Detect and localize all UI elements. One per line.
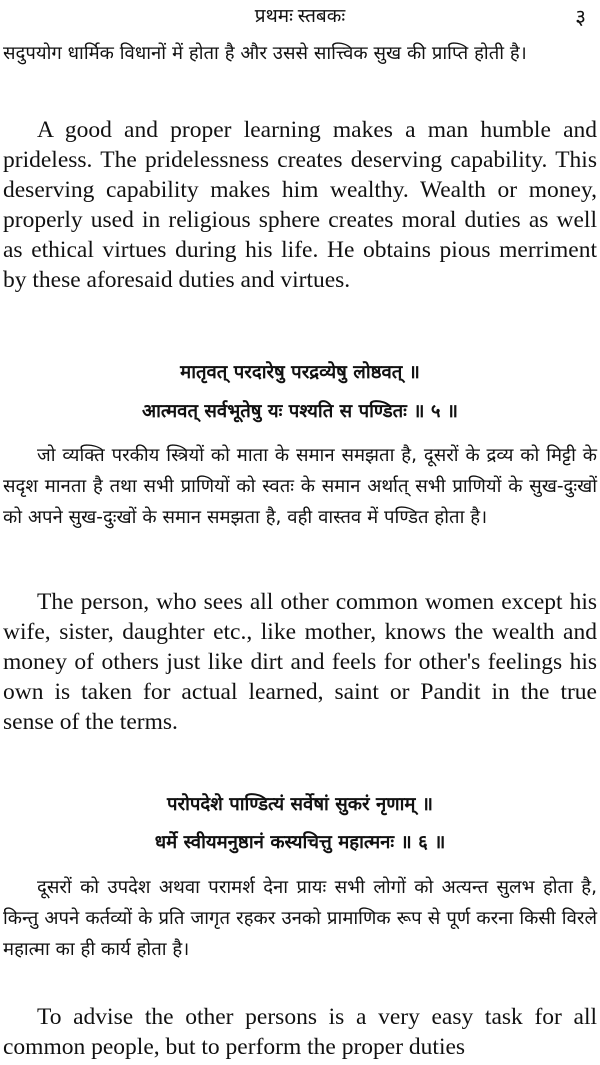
running-title: प्रथमः स्तबकः [254, 6, 346, 27]
page-number: ३ [575, 5, 586, 29]
running-head [0, 4, 600, 34]
hindi-paragraph-verse-5: जो व्यक्ति परकीय स्त्रियों को माता के समान समझता है, दूसरों के द्रव्य को मिट्टी के सदृश मानता है तथा सभी प्राणियों को स्वतः के समान अर्थात् सभी प्राणियों के सुख-दुःखों को अपने सुख-दुःखों के समान समझता है, वही वास्तव में पण्डित होता है। [3, 445, 597, 528]
hindi-paragraph-continued: सदुपयोग धार्मिक विधानों में होता है और उससे सात्त्विक सुख की प्राप्ति होती है। [3, 43, 527, 64]
hindi-paragraph-verse-6: दूसरों को उपदेश अथवा परामर्श देना प्रायः सभी लोगों को अत्यन्त सुलभ होता है, किन्तु अपने कर्तव्यों के प्रति जागृत रहकर उनको प्रामाणिक रूप से पूर्ण करना किसी विरले महात्मा का ही कार्य होता है। [3, 877, 597, 960]
english-paragraph-verse-5: The person, who sees all other common women except his wife, sister, daughter etc., like mother, knows the wealth and money of others just like dirt and feels for other's feelings his own is taken for actual learned, saint or Pandit in the true sense of the terms. [3, 589, 597, 735]
sanskrit-verse-6-line-2: धर्मे स्वीयमनुष्ठानं कस्यचित्तु महात्मनः ॥ ६ ॥ [154, 832, 446, 853]
sanskrit-verse-5-line-2: आत्मवत् सर्वभूतेषु यः पश्यति स पण्डितः ॥ ५ ॥ [141, 401, 459, 422]
english-paragraph-learning: A good and proper learning makes a man humble and prideless. The pridelessness creates deserving capability. This deserving capability makes him wealthy. Wealth or money, properly used in religious sphere creates moral duties as well as ethical virtues during his life. He obtains pious merriment by these aforesaid duties and virtues. [3, 117, 597, 293]
sanskrit-verse-6-line-1: परोपदेशे पाण्डित्यं सर्वेषां सुकरं नृणाम् ॥ [167, 794, 433, 815]
english-paragraph-verse-6: To advise the other persons is a very easy task for all common people, but to perform the proper duties [3, 1004, 597, 1060]
sanskrit-verse-5-line-1: मातृवत् परदारेषु परद्रव्येषु लोष्ठवत् ॥ [180, 362, 420, 383]
